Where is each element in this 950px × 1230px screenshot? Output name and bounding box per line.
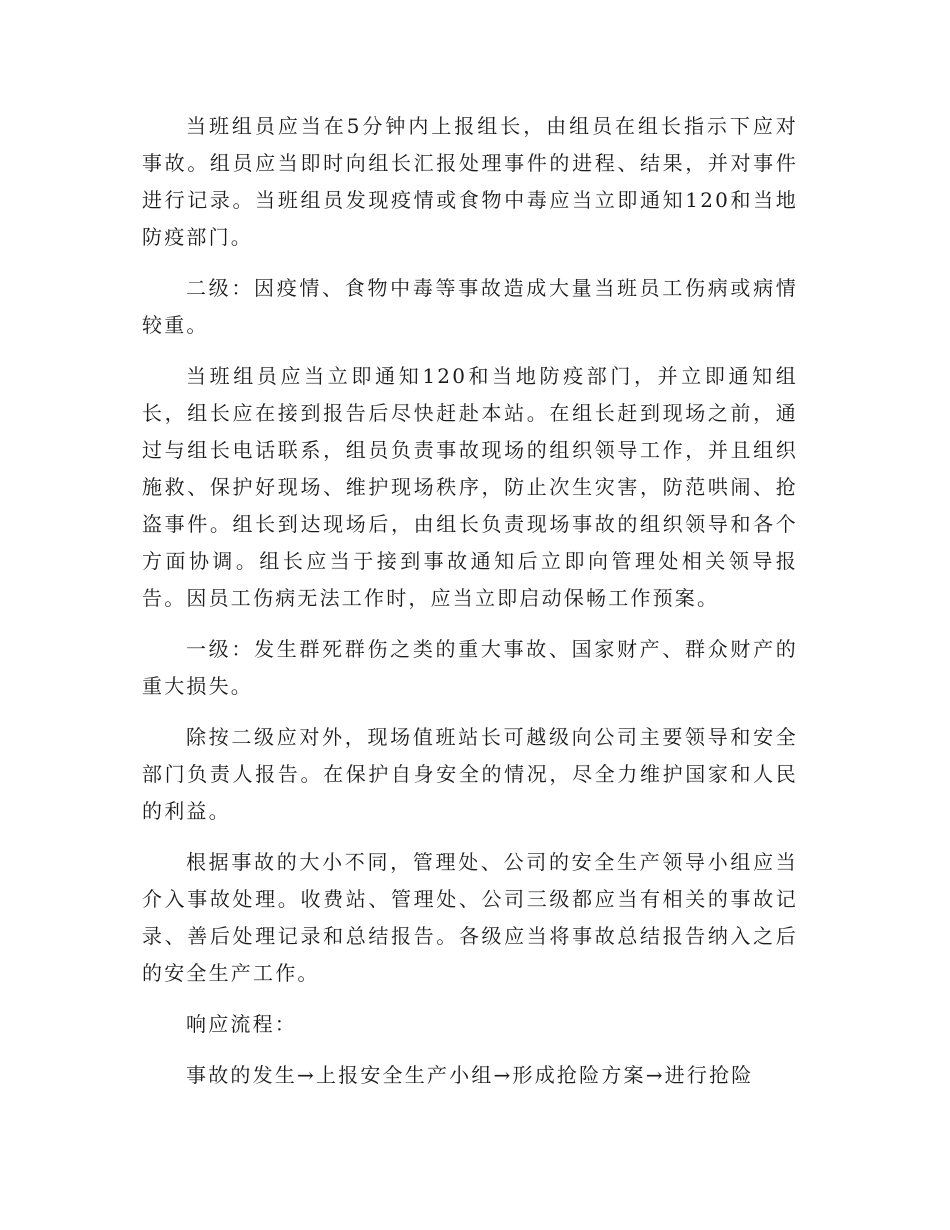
paragraph-level1-heading: 一级：发生群死群伤之类的重大事故、国家财产、群众财产的重大损失。 [142, 637, 798, 698]
document-page [142, 108, 798, 1108]
paragraph-level3-response: 当班组员应当在5分钟内上报组长，由组员在组长指示下应对事故。组员应当即时向组长汇报处理事件的进程、结果，并对事件进行记录。当班组员发现疫情或食物中毒应当立即通知120和当地防疫部门。 [142, 114, 798, 249]
paragraph-response-flow-heading: 响应流程： [186, 1012, 297, 1036]
paragraph-management-involvement: 根据事故的大小不同，管理处、公司的安全生产领导小组应当介入事故处理。收费站、管理处、公司三级都应当有相关的事故记录、善后处理记录和总结报告。各级应当将事故总结报告纳入之后的安全生产工作。 [142, 850, 798, 985]
paragraph-response-flow: 事故的发生→上报安全生产小组→形成抢险方案→进行抢险 [186, 1063, 754, 1087]
paragraph-level2-response: 当班组员应当立即通知120和当地防疫部门，并立即通知组长，组长应在接到报告后尽快赶赴本站。在组长赶到现场之前，通过与组长电话联系，组员负责事故现场的组织领导工作，并且组织施救、保护好现场、维护现场秩序，防止次生灾害，防范哄闹、抢盗事件。组长到达现场后，由组长负责现场事故的组织领导和各个方面协调。组长应当于接到事故通知后立即向管理处相关领导报告。因员工伤病无法工作时，应当立即启动保畅工作预案。 [142, 364, 798, 610]
paragraph-level1-response: 除按二级应对外，现场值班站长可越级向公司主要领导和安全部门负责人报告。在保护自身安全的情况，尽全力维护国家和人民的利益。 [142, 725, 798, 823]
paragraph-level2-heading: 二级：因疫情、食物中毒等事故造成大量当班员工伤病或病情较重。 [142, 276, 798, 337]
